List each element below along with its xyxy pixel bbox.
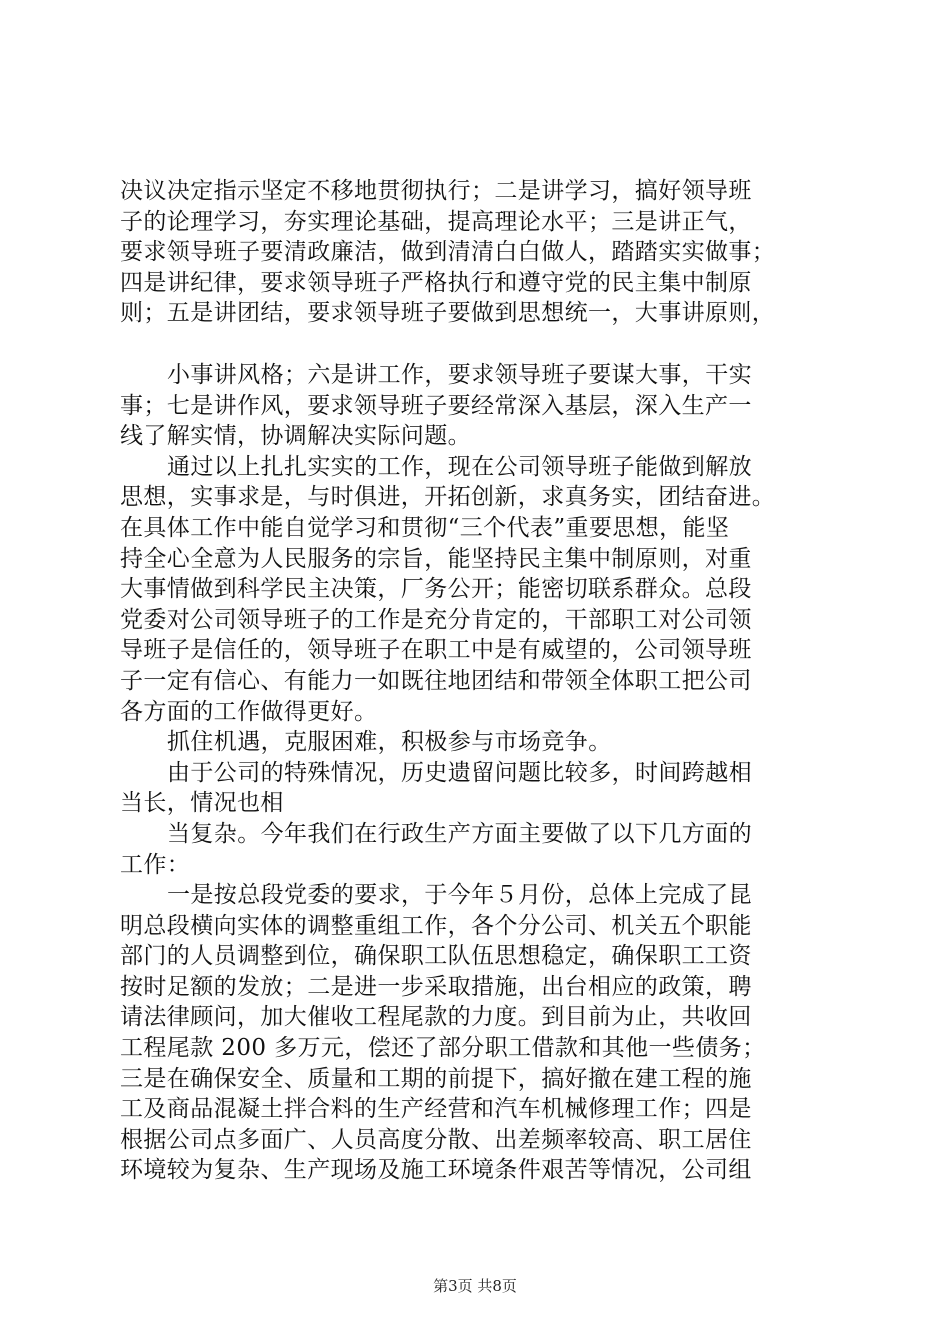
page-number-footer: 第3页 共8页 xyxy=(433,1277,517,1295)
text-line: 通过以上扎扎实实的工作，现在公司领导班子能做到解放 xyxy=(167,453,752,480)
text-line: 部门的人员调整到位，确保职工队伍思想稳定，确保职工工资 xyxy=(120,943,752,970)
text-line: 一是按总段党委的要求，于今年５月份，总体上完成了昆 xyxy=(167,882,752,909)
text-line: 线了解实情，协调解决实际问题。 xyxy=(120,423,471,450)
text-line: 三是在确保安全、质量和工期的前提下，搞好撤在建工程的施 xyxy=(120,1065,752,1092)
body-text xyxy=(120,360,832,1186)
text-line: 当长，情况也相 xyxy=(120,790,284,817)
text-line: 请法律顾问，加大催收工程尾款的力度。到目前为止，共收回 xyxy=(120,1004,752,1031)
text-line: 党委对公司领导班子的工作是充分肯定的，干部职工对公司领 xyxy=(120,606,752,633)
text-line: 事；七是讲作风，要求领导班子要经常深入基层，深入生产一 xyxy=(120,392,752,419)
text-line: 小事讲风格；六是讲工作，要求领导班子要谋大事，干实 xyxy=(167,362,752,388)
paragraph-continued xyxy=(120,176,832,329)
text-line: 思想，实事求是，与时俱进，开拓创新，求真务实，团结奋进。 xyxy=(120,484,776,511)
text-line: 按时足额的发放；二是进一步采取措施，出台相应的政策，聘 xyxy=(120,973,752,1000)
text-line: 要求领导班子要清政廉洁，做到清清白白做人，踏踏实实做事； xyxy=(120,239,776,266)
text-line: 环境较为复杂、生产现场及施工环境条件艰苦等情况，公司组 xyxy=(120,1157,752,1184)
text-line: 决议决定指示坚定不移地贯彻执行；二是讲学习，搞好领导班 xyxy=(120,178,752,204)
section-heading: 抓住机遇，克服困难，积极参与市场竞争。 xyxy=(167,729,612,756)
text-line: 子的论理学习，夯实理论基础，提高理论水平；三是讲正气， xyxy=(120,208,752,235)
text-line: 工程尾款 200 多万元，偿还了部分职工借款和其他一些债务； xyxy=(120,1035,766,1062)
text-line: 工作： xyxy=(120,851,191,878)
text-line: 各方面的工作做得更好。 xyxy=(120,698,378,725)
text-line: 由于公司的特殊情况，历史遗留问题比较多，时间跨越相 xyxy=(167,759,752,786)
text-line: 则；五是讲团结，要求领导班子要做到思想统一，大事讲原则， xyxy=(120,300,776,327)
text-line: 在具体工作中能自觉学习和贯彻“三个代表”重要思想，能坚 xyxy=(120,514,730,541)
text-line: 当复杂。今年我们在行政生产方面主要做了以下几方面的 xyxy=(167,820,752,847)
text-line: 子一定有信心、有能力一如既往地团结和带领全体职工把公司 xyxy=(120,667,752,694)
text-line: 四是讲纪律，要求领导班子严格执行和遵守党的民主集中制原 xyxy=(120,269,752,296)
text-line: 导班子是信任的，领导班子在职工中是有威望的，公司领导班 xyxy=(120,637,752,664)
text-line: 根据公司点多面广、人员高度分散、出差频率较高、职工居住 xyxy=(120,1126,752,1153)
text-line: 持全心全意为人民服务的宗旨，能坚持民主集中制原则，对重 xyxy=(120,545,752,572)
text-line: 大事情做到科学民主决策，厂务公开；能密切联系群众。总段 xyxy=(120,576,752,603)
text-line: 工及商品混凝土拌合料的生产经营和汽车机械修理工作；四是 xyxy=(120,1096,752,1123)
text-line: 明总段横向实体的调整重组工作，各个分公司、机关五个职能 xyxy=(120,912,752,939)
